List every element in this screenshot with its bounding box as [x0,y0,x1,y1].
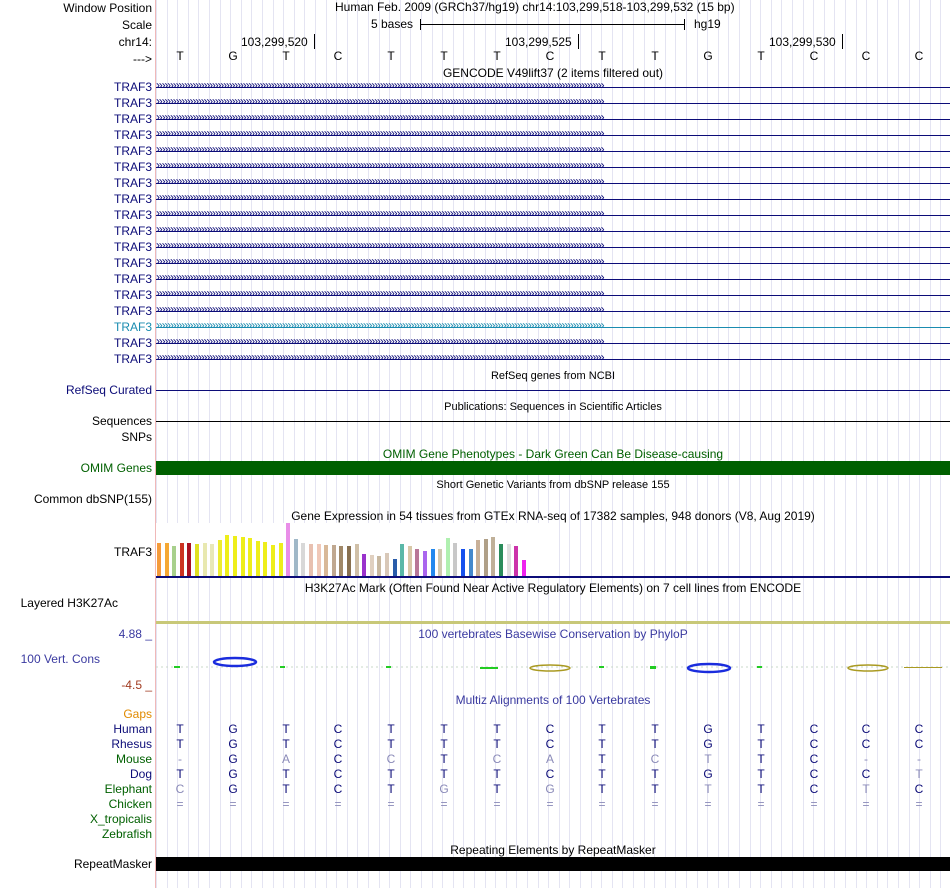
alignment-base: T [176,737,184,751]
gtex-tissue-bar[interactable] [157,543,161,576]
gtex-tissue-bar[interactable] [172,546,176,576]
alignment-base: G [228,782,238,796]
omim-label[interactable]: OMIM Genes [80,461,152,475]
gtex-tissue-bar[interactable] [393,559,397,576]
gencode-transcript-label[interactable]: TRAF3 [113,80,152,94]
alignment-base: T [493,782,501,796]
assembly-position: Human Feb. 2009 (GRCh37/hg19) chr14:103,299,518-103,299,532 (15 bp) [335,0,735,14]
alignment-base: G [228,752,238,766]
alignment-base: C [650,752,660,766]
gencode-transcript-feature[interactable] [156,275,950,284]
position-tick-mark-2 [578,34,579,49]
alignment-base: G [703,722,713,736]
cons-mark [280,666,285,668]
position-tick-2: 103,299,525 [505,35,572,49]
scale-label[interactable]: Scale [121,18,152,32]
cons-logo-c [530,665,570,671]
gtex-tissue-bar[interactable] [484,539,488,576]
gtex-tissue-bar[interactable] [415,549,419,576]
alignment-base: = [387,797,395,811]
strand-arrows: ›››››››››››››››››››››››››››››››››››››››››››››››››››››››››››››››››››››››››››››››››››››››››››››››››››››››››››››››››››››››››››››››››››››››››››››››››››››››››››››››› [156,131,604,140]
alignment-base: C [545,737,555,751]
gtex-tissue-bar[interactable] [377,556,381,576]
snps-label[interactable]: SNPs [121,430,152,444]
gencode-transcript-feature[interactable] [156,99,950,108]
alignment-base: T [282,782,290,796]
dbsnp-title[interactable]: Short Genetic Variants from dbSNP release 155 [436,479,670,491]
alignment-base: = [282,797,290,811]
alignment-base: C [545,767,555,781]
gtex-tissue-bar[interactable] [165,543,169,576]
alignment-base: T [493,767,501,781]
alignment-base: C [175,782,185,796]
gencode-transcript-feature[interactable] [156,163,950,172]
alignment-base: G [439,782,449,796]
alignment-base: T [757,767,765,781]
scale-text: 5 bases [371,17,414,31]
gencode-transcript-label[interactable]: TRAF3 [113,224,152,238]
gencode-transcript-feature[interactable] [156,307,950,316]
gencode-transcript-feature[interactable] [156,259,950,268]
gencode-transcript-feature[interactable] [156,291,950,300]
position-tick-3: 103,299,530 [769,35,836,49]
species-label[interactable]: Elephant [104,782,152,796]
alignment-base: T [440,752,448,766]
alignment-base: C [333,782,343,796]
scale-bar [420,24,684,25]
gtex-tissue-bar[interactable] [514,546,518,576]
gencode-transcript-label[interactable]: TRAF3 [113,352,152,366]
sequence-base: C [809,49,819,63]
gencode-transcript-feature[interactable] [156,227,950,236]
gtex-tissue-bar[interactable] [309,544,313,576]
gencode-transcript-label[interactable]: TRAF3 [113,272,152,286]
species-label[interactable]: Human [113,722,152,736]
sequence-base: T [651,49,659,63]
gtex-tissue-bar[interactable] [218,540,222,576]
cons-title[interactable]: 100 vertebrates Basewise Conservation by PhyloP [418,627,688,641]
gencode-transcript-feature[interactable] [156,355,950,364]
alignment-base: T [387,737,395,751]
strand-arrows: ›››››››››››››››››››››››››››››››››››››››››››››››››››››››››››››››››››››››››››››››››››››››››››››››››››››››››››››››››››››››››››››››››››››››››››››››››››››››››››››››› [156,259,604,268]
gtex-tissue-bar[interactable] [279,543,283,576]
alignment-base: = [915,797,923,811]
sequence-base: T [387,49,395,63]
gencode-transcript-label[interactable]: TRAF3 [113,256,152,270]
gtex-tissue-bar[interactable] [210,544,214,576]
sequence-base: G [703,49,713,63]
gtex-tissue-bar[interactable] [317,544,321,576]
alignment-base: C [861,737,871,751]
alignment-base: C [809,767,819,781]
strand-label[interactable]: ---> [133,52,152,66]
alignment-base: T [387,722,395,736]
alignment-base: T [282,722,290,736]
cons-min-label: -4.5 _ [121,678,152,692]
gtex-tissue-bar[interactable] [438,549,442,576]
alignment-base: T [757,782,765,796]
strand-arrows: ›››››››››››››››››››››››››››››››››››››››››››››››››››››››››››››››››››››››››››››››››››››››››››››››››››››››››››››››››››››››››››››››››››››››››››››››››››››››››››››››› [156,291,604,300]
repeatmasker-label[interactable]: RepeatMasker [73,857,152,871]
cons-track[interactable] [156,650,950,680]
gencode-transcript-label[interactable]: TRAF3 [113,144,152,158]
gtex-tissue-bar[interactable] [187,543,191,576]
gencode-transcript-feature[interactable] [156,83,950,92]
alignment-base: G [545,782,555,796]
strand-arrows: ›››››››››››››››››››››››››››››››››››››››››››››››››››››››››››››››››››››››››››››››››››››››››››››››››››››››››››››››››››››››››››››››››››››››››››››››››››››››››››››››› [156,211,604,220]
cons-mark [757,666,762,668]
alignment-base: G [703,767,713,781]
gtex-tissue-bar[interactable] [491,537,495,576]
position-tick-mark-3 [842,34,843,49]
gtex-bar-chart[interactable] [156,523,556,576]
gtex-tissue-bar[interactable] [248,538,252,576]
sequence-base: T [598,49,606,63]
gtex-tissue-bar[interactable] [446,538,450,576]
gencode-transcript-label[interactable]: TRAF3 [113,96,152,110]
gtex-tissue-bar[interactable] [431,549,435,576]
gencode-transcript-feature[interactable] [156,131,950,140]
strand-arrows: ›››››››››››››››››››››››››››››››››››››››››››››››››››››››››››››››››››››››››››››››››››››››››››››››››››››››››››››››››››››››››››››››››››››››››››››››››››››››››››››››› [156,83,604,92]
gtex-tissue-bar[interactable] [385,553,389,576]
alignment-base: - [178,752,182,766]
strand-arrows: ›››››››››››››››››››››››››››››››››››››››››››››››››››››››››››››››››››››››››››››››››››››››››››››››››››››››››››››››››››››››››››››››››››››››››››››››››››››››››››››››› [156,195,604,204]
alignment-base: = [176,797,184,811]
gtex-tissue-bar[interactable] [408,546,412,576]
gencode-transcript-label[interactable]: TRAF3 [113,192,152,206]
alignment-base: C [914,722,924,736]
gencode-transcript-label[interactable]: TRAF3 [113,112,152,126]
gtex-label[interactable]: TRAF3 [113,545,152,559]
species-label[interactable]: Rhesus [111,737,152,751]
h3k27ac-title[interactable]: H3K27Ac Mark (Often Found Near Active Regulatory Elements) on 7 cell lines from ENCODE [304,581,802,595]
alignment-base: T [862,782,870,796]
cons-mark [480,667,498,669]
gtex-tissue-bar[interactable] [355,544,359,576]
gtex-tissue-bar[interactable] [370,555,374,576]
sequence-base: T [282,49,290,63]
sequence-base: T [493,49,501,63]
gtex-tissue-bar[interactable] [294,539,298,576]
species-label[interactable]: Zebrafish [101,827,152,841]
alignment-base: C [861,722,871,736]
species-label[interactable]: X_tropicalis [89,812,152,826]
gencode-transcript-label[interactable]: TRAF3 [113,320,152,334]
alignment-base: = [704,797,712,811]
cons-mark [599,666,604,668]
alignment-base: T [651,767,659,781]
gencode-transcript-label[interactable]: TRAF3 [113,176,152,190]
chrom-label[interactable]: chr14: [118,35,152,49]
sequence-base: T [440,49,448,63]
alignment-base: G [703,737,713,751]
strand-arrows: ›››››››››››››››››››››››››››››››››››››››››››››››››››››››››››››››››››››››››››››››››››››››››››››››››››››››››››››››››››››››››››››››››››››››››››››››››››››››››››››››› [156,227,604,236]
gtex-tissue-bar[interactable] [400,544,404,576]
db-text: hg19 [694,17,721,31]
gtex-tissue-bar[interactable] [362,554,366,576]
gtex-tissue-bar[interactable] [225,535,229,576]
publications-track-line[interactable] [156,421,950,422]
alignment-base: T [757,752,765,766]
gaps-label[interactable]: Gaps [123,707,152,721]
alignment-base: T [282,767,290,781]
alignment-base: C [809,752,819,766]
strand-arrows: ›››››››››››››››››››››››››››››››››››››››››››››››››››››››››››››››››››››››››››››››››››››››››››››››››››››››››››››››››››››››››››››››››››››››››››››››››››››››››››››››› [156,243,604,252]
alignment-base: C [861,767,871,781]
strand-arrows: ›››››››››››››››››››››››››››››››››››››››››››››››››››››››››››››››››››››››››››››››››››››››››››››››››››››››››››››››››››››››››››››››››››››››››››››››››››››››››››››››› [156,307,604,316]
strand-arrows: ›››››››››››››››››››››››››››››››››››››››››››››››››››››››››››››››››››››››››››››››››››››››››››››››››››››››››››››››››››››››››››››››››››››››››››››››››››››››››››››››› [156,99,604,108]
gencode-transcript-feature[interactable] [156,339,950,348]
strand-arrows: ›››››››››››››››››››››››››››››››››››››››››››››››››››››››››››››››››››››››››››››››››››››››››››››››››››››››››››››››››››››››››››››››››››››››››››››››››››››››››››››››› [156,275,604,284]
alignment-base: C [386,752,396,766]
strand-arrows: ›››››››››››››››››››››››››››››››››››››››››››››››››››››››››››››››››››››››››››››››››››››››››››››››››››››››››››››››››››››››››››››››››››››››››››››››››››››››››››››››› [156,147,604,156]
position-tick-mark-1 [314,34,315,49]
strand-arrows: ›››››››››››››››››››››››››››››››››››››››››››››››››››››››››››››››››››››››››››››››››››››››››››››››››››››››››››››››››››››››››››››››››››››››››››››››››››››››››››››››› [156,323,604,332]
cons-logo-g [214,658,256,666]
gtex-tissue-bar[interactable] [241,537,245,576]
gtex-tissue-bar[interactable] [256,541,260,576]
alignment-base: C [333,752,343,766]
alignment-base: = [493,797,501,811]
gtex-tissue-bar[interactable] [522,560,526,576]
strand-arrows: ›››››››››››››››››››››››››››››››››››››››››››››››››››››››››››››››››››››››››››››››››››››››››››››››››››››››››››››››››››››››››››››››››››››››››››››››››››››››››››››››› [156,179,604,188]
alignment-base: G [228,767,238,781]
gencode-transcript-feature[interactable] [156,195,950,204]
publications-title[interactable]: Publications: Sequences in Scientific Articles [444,401,662,413]
gtex-tissue-bar[interactable] [339,546,343,576]
gencode-transcript-label[interactable]: TRAF3 [113,208,152,222]
refseq-title[interactable]: RefSeq genes from NCBI [490,370,616,382]
strand-arrows: ›››››››››››››››››››››››››››››››››››››››››››››››››››››››››››››››››››››››››››››››››››››››››››››››››››››››››››››››››››››››››››››››››››››››››››››››››››››››››››››››› [156,115,604,124]
gtex-tissue-bar[interactable] [461,549,465,576]
window-position-label[interactable]: Window Position [63,1,152,15]
alignment-base: C [333,737,343,751]
cons-mark [904,667,942,668]
alignment-base: C [333,722,343,736]
sequence-base: C [861,49,871,63]
alignment-base: = [598,797,606,811]
alignment-base: T [440,767,448,781]
strand-arrows: ›››››››››››››››››››››››››››››››››››››››››››››››››››››››››››››››››››››››››››››››››››››››››››››››››››››››››››››››››››››››››››››››››››››››››››››››››››››››››››››››› [156,163,604,172]
sequence-base: C [914,49,924,63]
sequence-base: G [228,49,238,63]
refseq-track-line[interactable] [156,390,950,391]
alignment-base: - [917,752,921,766]
gtex-tissue-bar[interactable] [499,544,503,576]
alignment-base: G [228,722,238,736]
gtex-tissue-bar[interactable] [233,536,237,576]
gencode-title[interactable]: GENCODE V49lift37 (2 items filtered out) [442,66,664,80]
repeatmasker-title[interactable]: Repeating Elements by RepeatMasker [450,843,656,857]
alignment-base: = [757,797,765,811]
alignment-base: T [598,737,606,751]
gtex-tissue-bar[interactable] [195,544,199,576]
gencode-transcript-feature[interactable] [156,115,950,124]
cons-mark [386,666,391,668]
alignment-base: T [757,722,765,736]
alignment-base: T [387,767,395,781]
gtex-tissue-bar[interactable] [203,543,207,576]
gtex-tissue-bar[interactable] [271,545,275,576]
h3k27ac-track-line[interactable] [156,621,950,624]
gtex-baseline [156,576,950,578]
gencode-transcript-feature[interactable] [156,323,950,332]
alignment-base: T [493,722,501,736]
alignment-base: T [598,752,606,766]
gencode-transcript-label[interactable]: TRAF3 [113,240,152,254]
gencode-transcript-label[interactable]: TRAF3 [113,304,152,318]
species-label[interactable]: Dog [129,767,152,781]
cons-mark [174,666,180,668]
alignment-base: C [809,737,819,751]
gtex-tissue-bar[interactable] [263,542,267,576]
gencode-transcript-feature[interactable] [156,147,950,156]
alignment-base: T [387,782,395,796]
alignment-base: A [545,752,554,766]
alignment-base: T [598,767,606,781]
cons-logo-c [848,665,888,671]
alignment-base: = [229,797,237,811]
alignment-base: T [704,782,712,796]
gencode-transcript-label[interactable]: TRAF3 [113,336,152,350]
alignment-base: T [598,782,606,796]
cons-mark [650,666,656,669]
gtex-tissue-bar[interactable] [423,551,427,576]
alignment-base: = [810,797,818,811]
gencode-transcript-label[interactable]: TRAF3 [113,288,152,302]
cons-max-label: 4.88 _ [118,627,152,641]
alignment-base: A [281,752,290,766]
alignment-base: T [598,722,606,736]
scale-bar-right-tick [684,19,685,30]
alignment-base: C [914,782,924,796]
alignment-base: T [282,737,290,751]
alignment-base: C [914,737,924,751]
gencode-transcript-label[interactable]: TRAF3 [113,128,152,142]
species-label[interactable]: Mouse [115,752,152,766]
alignment-base: T [440,737,448,751]
gencode-transcript-feature[interactable] [156,179,950,188]
alignment-base: = [546,797,554,811]
gencode-transcript-label[interactable]: TRAF3 [113,160,152,174]
alignment-base: C [492,752,502,766]
gencode-transcript-feature[interactable] [156,243,950,252]
scale-bar-left-tick [420,19,421,30]
repeatmasker-track-bar[interactable] [156,857,950,871]
strand-arrows: ›››››››››››››››››››››››››››››››››››››››››››››››››››››››››››››››››››››››››››››››››››››››››››››››››››››››››››››››››››››››››››››››››››››››››››››››››››››››››››››››› [156,339,604,348]
cons-label[interactable]: 100 Vert. Cons [20,652,100,666]
omim-title[interactable]: OMIM Gene Phenotypes - Dark Green Can Be Disease-causing [382,447,724,461]
alignment-base: T [757,737,765,751]
alignment-base: C [809,782,819,796]
alignment-base: = [651,797,659,811]
gtex-tissue-bar[interactable] [180,543,184,576]
alignment-base: T [651,737,659,751]
gtex-tissue-bar[interactable] [301,543,305,576]
alignment-base: C [333,767,343,781]
sequences-label[interactable]: Sequences [91,414,152,428]
gtex-title[interactable]: Gene Expression in 54 tissues from GTEx RNA-seq of 17382 samples, 948 donors (V8, Aug 2019) [291,509,815,523]
alignment-base: = [440,797,448,811]
gtex-tissue-bar[interactable] [469,549,473,576]
position-tick-1: 103,299,520 [241,35,308,49]
refseq-label[interactable]: RefSeq Curated [65,383,152,397]
alignment-base: C [809,722,819,736]
species-label[interactable]: Chicken [108,797,152,811]
multiz-title[interactable]: Multiz Alignments of 100 Vertebrates [455,693,651,707]
sequence-base: T [757,49,765,63]
alignment-base: - [864,752,868,766]
alignment-base: T [493,737,501,751]
cons-logo-g [688,664,730,672]
gtex-tissue-bar[interactable] [286,523,290,576]
sequence-base: T [176,49,184,63]
alignment-base: T [915,767,923,781]
strand-arrows: ›››››››››››››››››››››››››››››››››››››››››››››››››››››››››››››››››››››››››››››››››››››››››››››››››››››››››››››››››››››››››››››››››››››››››››››››››››››››››››››››› [156,355,604,364]
h3k27ac-label[interactable]: Layered H3K27Ac [20,596,118,610]
omim-track-bar[interactable] [156,461,950,475]
track-labels [0,0,155,888]
alignment-base: T [176,767,184,781]
alignment-base: = [862,797,870,811]
gencode-transcript-feature[interactable] [156,211,950,220]
alignment-base: G [228,737,238,751]
dbsnp-label[interactable]: Common dbSNP(155) [33,492,152,506]
alignment-base: C [545,722,555,736]
alignment-base: T [440,722,448,736]
alignment-base: T [651,782,659,796]
alignment-base: T [176,722,184,736]
gtex-tissue-bar[interactable] [324,545,328,576]
gtex-tissue-bar[interactable] [332,545,336,576]
alignment-base: T [651,722,659,736]
gtex-tissue-bar[interactable] [507,544,511,576]
sequence-base: C [333,49,343,63]
alignment-base: T [704,752,712,766]
gtex-tissue-bar[interactable] [453,543,457,576]
gtex-tissue-bar[interactable] [347,546,351,576]
alignment-base: = [334,797,342,811]
gtex-tissue-bar[interactable] [476,540,480,576]
sequence-base: C [545,49,555,63]
